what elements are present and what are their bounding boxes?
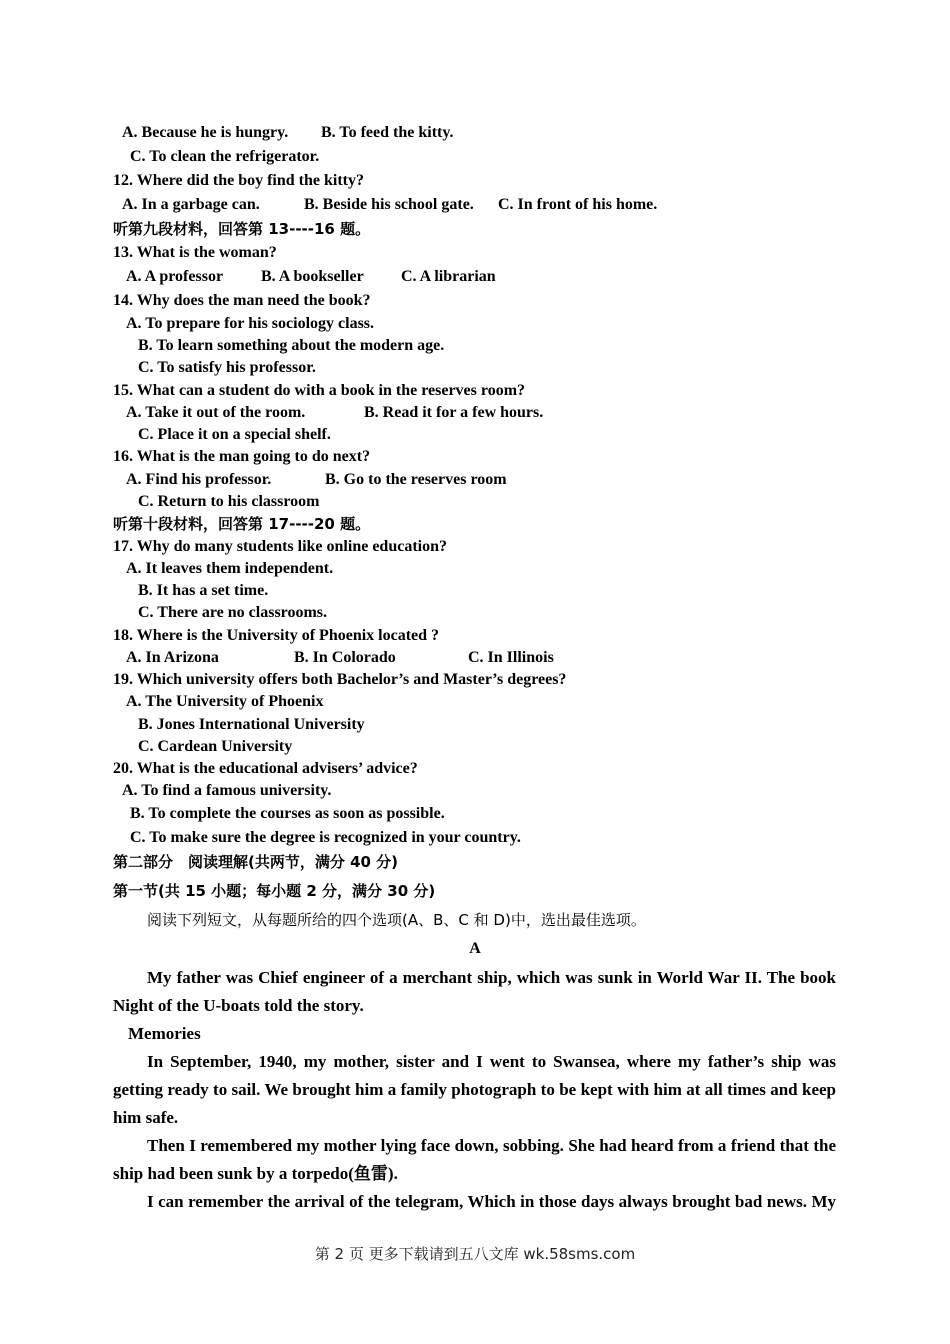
section-9-heading: 听第九段材料，回答第 13----16 题。 <box>113 220 371 238</box>
q14-option-c: C. To satisfy his professor. <box>138 359 316 376</box>
q11-option-a: A. Because he is hungry. <box>122 124 289 141</box>
part2-title: 第二部分 阅读理解(共两节，满分 40 分) <box>113 853 399 871</box>
q17-option-a: A. It leaves them independent. <box>126 560 334 577</box>
q14-question: 14. Why does the man need the book? <box>113 292 371 309</box>
passage-line: getting ready to sail. We brought him a family photograph to be kept with him at all times and keep <box>113 1080 836 1099</box>
q16-option-c: C. Return to his classroom <box>138 493 320 510</box>
q13-option-a: A. A professor <box>126 268 224 285</box>
q19-option-b: B. Jones International University <box>138 716 365 733</box>
q13-option-b: B. A bookseller <box>261 268 364 285</box>
q14-option-a: A. To prepare for his sociology class. <box>126 315 375 332</box>
q12-option-a: A. In a garbage can. <box>122 196 260 213</box>
q12-option-b: B. Beside his school gate. <box>304 196 474 213</box>
q16-option-a: A. Find his professor. <box>126 471 272 488</box>
passage-line: My father was Chief engineer of a merchant ship, which was sunk in World War II. The book <box>147 968 836 987</box>
passage-line: him safe. <box>113 1108 179 1127</box>
q12-option-c: C. In front of his home. <box>498 196 658 213</box>
q17-option-b: B. It has a set time. <box>138 582 269 599</box>
q11-option-c: C. To clean the refrigerator. <box>130 148 320 165</box>
q15-option-b: B. Read it for a few hours. <box>364 404 544 421</box>
passage-line: I can remember the arrival of the telegram, Which in those days always brought bad news. My <box>147 1192 836 1211</box>
passage-line: ship had been sunk by a torpedo(鱼雷). <box>113 1164 398 1183</box>
q18-option-a: A. In Arizona <box>126 649 219 666</box>
passage-heading: Memories <box>128 1024 201 1043</box>
q15-question: 15. What can a student do with a book in the reserves room? <box>113 382 526 399</box>
q20-question: 20. What is the educational advisers’ advice? <box>113 760 418 777</box>
q20-option-c: C. To make sure the degree is recognized in your country. <box>130 829 521 846</box>
q20-option-b: B. To complete the courses as soon as possible. <box>130 805 445 822</box>
q15-option-a: A. Take it out of the room. <box>126 404 306 421</box>
page-footer: 第 2 页 更多下载请到五八文库 wk.58sms.com <box>314 1245 636 1263</box>
q13-question: 13. What is the woman? <box>113 244 277 261</box>
q19-option-a: A. The University of Phoenix <box>126 693 324 710</box>
q13-option-c: C. A librarian <box>401 268 496 285</box>
q11-option-b: B. To feed the kitty. <box>321 124 454 141</box>
q14-option-b: B. To learn something about the modern age. <box>138 337 445 354</box>
q18-option-c: C. In Illinois <box>468 649 554 666</box>
q12-question: 12. Where did the boy find the kitty? <box>113 172 364 189</box>
q16-question: 16. What is the man going to do next? <box>113 448 371 465</box>
part2-instruction: 阅读下列短文，从每题所给的四个选项(A、B、C 和 D)中，选出最佳选项。 <box>147 911 646 929</box>
q15-option-c: C. Place it on a special shelf. <box>138 426 331 443</box>
q19-question: 19. Which university offers both Bachelor’s and Master’s degrees? <box>113 671 567 688</box>
passage-line: Then I remembered my mother lying face down, sobbing. She had heard from a friend that the <box>147 1136 836 1155</box>
q20-option-a: A. To find a famous university. <box>122 782 332 799</box>
passage-label: A <box>469 940 481 957</box>
q16-option-b: B. Go to the reserves room <box>325 471 507 488</box>
passage-line: In September, 1940, my mother, sister and I went to Swansea, where my father’s ship was <box>147 1052 836 1071</box>
q17-question: 17. Why do many students like online education? <box>113 538 447 555</box>
q18-question: 18. Where is the University of Phoenix located ? <box>113 627 440 644</box>
passage-line: Night of the U-boats told the story. <box>113 996 364 1015</box>
q19-option-c: C. Cardean University <box>138 738 293 755</box>
q18-option-b: B. In Colorado <box>294 649 396 666</box>
part2-section1: 第一节(共 15 小题；每小题 2 分，满分 30 分) <box>113 882 436 900</box>
q17-option-c: C. There are no classrooms. <box>138 604 328 621</box>
section-10-heading: 听第十段材料，回答第 17----20 题。 <box>113 515 371 533</box>
